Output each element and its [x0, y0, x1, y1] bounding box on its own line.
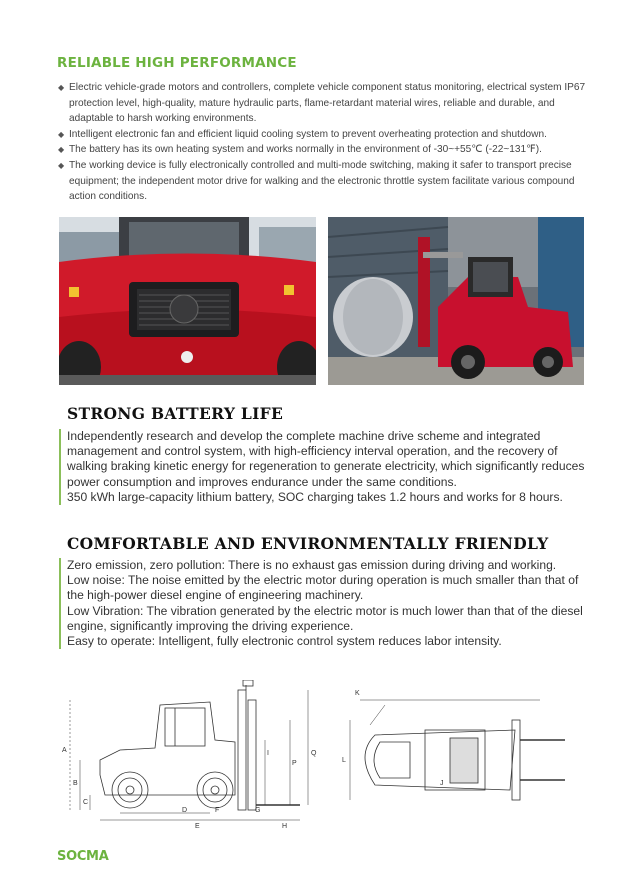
- paragraph: Low noise: The noise emitted by the electric motor during operation is much smaller than that of the high-power diesel engine of engineering machinery.: [67, 573, 579, 603]
- list-item: ◆ Intelligent electronic fan and efficient liquid cooling system to prevent overheating protection and shutdown.: [58, 127, 594, 143]
- feature-bullet-list: [58, 80, 594, 205]
- paragraph: Low Vibration: The vibration generated by the electric motor is much lower than that of the diesel engine, significantly improving the driving experience.: [67, 603, 583, 633]
- section-title-reliable-performance: RELIABLE HIGH PERFORMANCE: [57, 55, 297, 71]
- paragraph: 350 kWh large-capacity lithium battery, SOC charging takes 1.2 hours and works for 8 hours.: [67, 489, 563, 504]
- list-item: ◆ The working device is fully electronically controlled and multi-mode switching, making it safer to transport precise equipment; the independent motor drive for walking and the electronic throttle system facilitate various compound action conditions.: [58, 159, 575, 203]
- section-title-battery-life: STRONG BATTERY LIFE: [67, 404, 284, 423]
- section-title-comfortable-friendly: COMFORTABLE AND ENVIRONMENTALLY FRIENDLY: [67, 534, 549, 553]
- dimension-label: A: [62, 747, 67, 754]
- diamond-bullet-icon: ◆: [58, 129, 65, 139]
- paragraph: Independently research and develop the complete machine drive scheme and integrated management and control system, with high-efficiency interval operation, and the recovery of walking braking kinetic energy for regeneration to generate electricity, which significantly reduces power consumption and improves endurance under the same conditions.: [67, 429, 585, 489]
- dimension-label: I: [267, 750, 269, 757]
- forklift-top-dimension-drawing: [340, 680, 570, 820]
- dimension-label: B: [73, 780, 78, 787]
- dimension-label: D: [182, 807, 188, 814]
- diamond-bullet-icon: ◆: [58, 160, 65, 170]
- battery-life-text-block: [59, 429, 594, 505]
- list-item: ◆ The battery has its own heating system and works normally in the environment of -30~+55℃ (-22~131℉).: [58, 142, 594, 158]
- paragraph: Easy to operate: Intelligent, fully electronic control system reduces labor intensity.: [67, 634, 502, 649]
- dimension-label: E: [195, 823, 200, 830]
- forklift-side-dimension-drawing: [60, 680, 330, 830]
- dimension-label: F: [215, 807, 220, 814]
- dimension-label: H: [282, 823, 288, 830]
- dimension-label: Q: [311, 750, 317, 757]
- dimension-label: C: [83, 799, 89, 806]
- list-item: ◆ Electric vehicle-grade motors and controllers, complete vehicle component status monitoring, electrical system IP67 protection level, high-quality, mature hydraulic parts, flame-retardant material wires, reliable and durable, and adaptable to harsh working environments.: [58, 82, 586, 125]
- diamond-bullet-icon: ◆: [58, 83, 65, 92]
- dimension-label: P: [292, 760, 297, 767]
- dimension-label: J: [440, 780, 444, 787]
- dimension-label: G: [255, 807, 261, 814]
- dimension-label: K: [355, 690, 360, 697]
- paragraph: Zero emission, zero pollution: There is no exhaust gas emission during driving and working.: [67, 558, 557, 572]
- forklift-rear-photo: [59, 217, 316, 385]
- brand-logo: SOCMA: [57, 849, 109, 864]
- forklift-lifting-coil-photo: [328, 217, 584, 385]
- dimension-label: L: [342, 757, 346, 764]
- diamond-bullet-icon: ◆: [58, 145, 65, 155]
- comfort-text-block: [59, 558, 594, 649]
